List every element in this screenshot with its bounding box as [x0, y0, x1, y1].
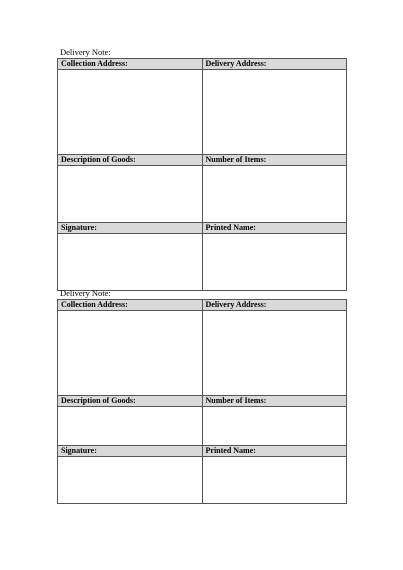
number-of-items-field[interactable] — [202, 166, 347, 223]
form-title: Delivery Note: — [60, 47, 111, 57]
printed-name-label: Printed Name: — [202, 223, 347, 234]
printed-name-field[interactable] — [202, 234, 347, 291]
delivery-address-label: Delivery Address: — [202, 300, 347, 311]
printed-name-label: Printed Name: — [202, 446, 347, 457]
number-of-items-label: Number of Items: — [202, 396, 347, 407]
collection-address-label: Collection Address: — [58, 300, 203, 311]
signature-label: Signature: — [58, 446, 203, 457]
form-title: Delivery Note: — [60, 288, 111, 298]
delivery-note-form-2 — [57, 287, 347, 504]
description-of-goods-field[interactable] — [58, 166, 203, 223]
collection-address-field[interactable] — [58, 311, 203, 396]
delivery-note-form-1 — [57, 46, 347, 291]
delivery-address-field[interactable] — [202, 70, 347, 155]
signature-field[interactable] — [58, 234, 203, 291]
signature-field[interactable] — [58, 457, 203, 504]
collection-address-field[interactable] — [58, 70, 203, 155]
delivery-address-field[interactable] — [202, 311, 347, 396]
signature-label: Signature: — [58, 223, 203, 234]
description-of-goods-field[interactable] — [58, 407, 203, 446]
description-of-goods-label: Description of Goods: — [58, 155, 203, 166]
description-of-goods-label: Description of Goods: — [58, 396, 203, 407]
printed-name-field[interactable] — [202, 457, 347, 504]
collection-address-label: Collection Address: — [58, 59, 203, 70]
delivery-address-label: Delivery Address: — [202, 59, 347, 70]
delivery-note-table — [57, 58, 347, 291]
number-of-items-label: Number of Items: — [202, 155, 347, 166]
delivery-note-table — [57, 299, 347, 504]
number-of-items-field[interactable] — [202, 407, 347, 446]
